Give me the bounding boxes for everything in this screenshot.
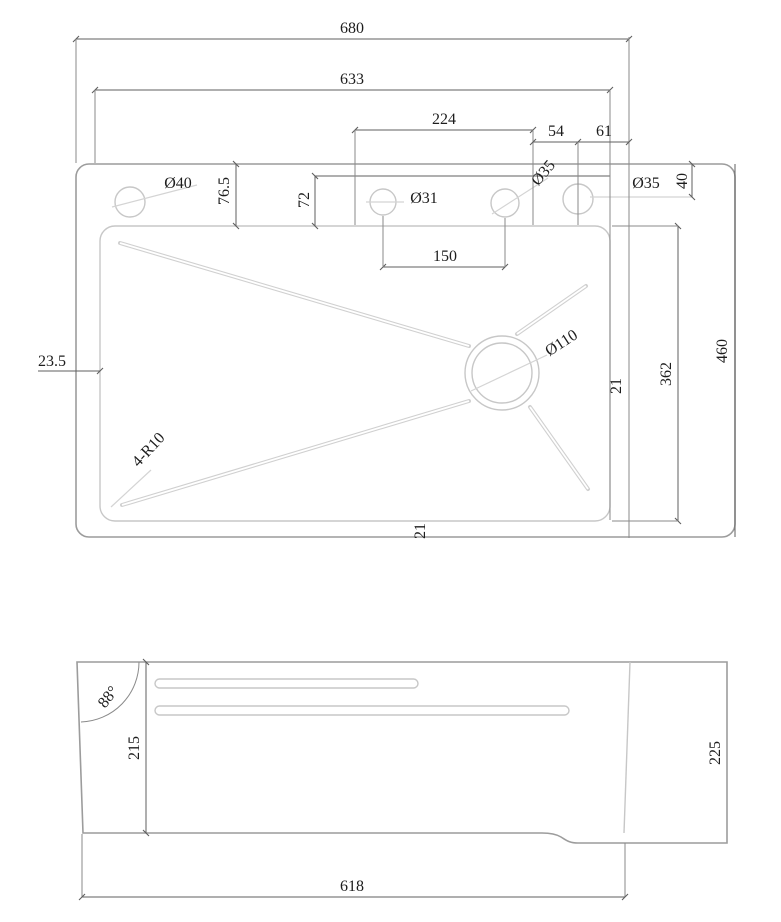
sink-outer-body-outline [76,164,735,537]
dim-overall-width-label: 680 [340,20,364,37]
dim-faucet-span [355,130,533,225]
dim-deck-depth-label: 76.5 [216,177,233,205]
drain-inner-circle [472,343,532,403]
dim-faucet-span-label: 224 [432,111,456,128]
drain-outer-ring [465,336,539,410]
sink-bowl-outline [100,226,610,521]
dim-bottom-rim-label: 21 [412,523,429,539]
dim-hole-inset-label: 72 [296,192,313,208]
hole-4-label: Ø35 [632,175,660,192]
drain-leader-line [471,355,547,391]
hole-2-label: Ø31 [410,190,438,207]
dim-inner-width-label: 633 [340,71,364,88]
hole-1-label: Ø40 [164,175,192,192]
dim-overall-width [76,37,629,538]
section-inner-wall-line [624,662,630,833]
corner-radius-label: 4-R10 [128,429,169,471]
dim-hole-gap-b-label: 61 [596,123,612,140]
dim-bowl-length-label: 362 [658,362,675,386]
dim-hole-gaps [533,142,629,225]
dim-hole-top-offset-label: 40 [674,173,691,189]
dim-left-height-label: 215 [126,736,143,760]
dim-base-width-label: 618 [340,878,364,895]
dim-right-height-label: 225 [707,741,724,765]
wall-angle-label: 88° [94,683,123,712]
dim-left-rim-label: 23.5 [38,353,66,370]
hole-3-circle [491,189,519,217]
section-slot-1 [155,679,418,688]
section-slot-2 [155,706,569,715]
bowl-drain-grooves [120,243,588,505]
drain-diameter-label: Ø110 [542,326,581,360]
dim-right-rim-label: 21 [608,378,625,394]
dim-hole-spacing-label: 150 [433,248,457,265]
dim-hole-gap-a-label: 54 [548,123,564,140]
dim-overall-depth-label: 460 [714,339,731,363]
top-view [38,20,735,539]
hole-3-label: Ø35 [528,157,559,190]
section-view [77,662,727,897]
